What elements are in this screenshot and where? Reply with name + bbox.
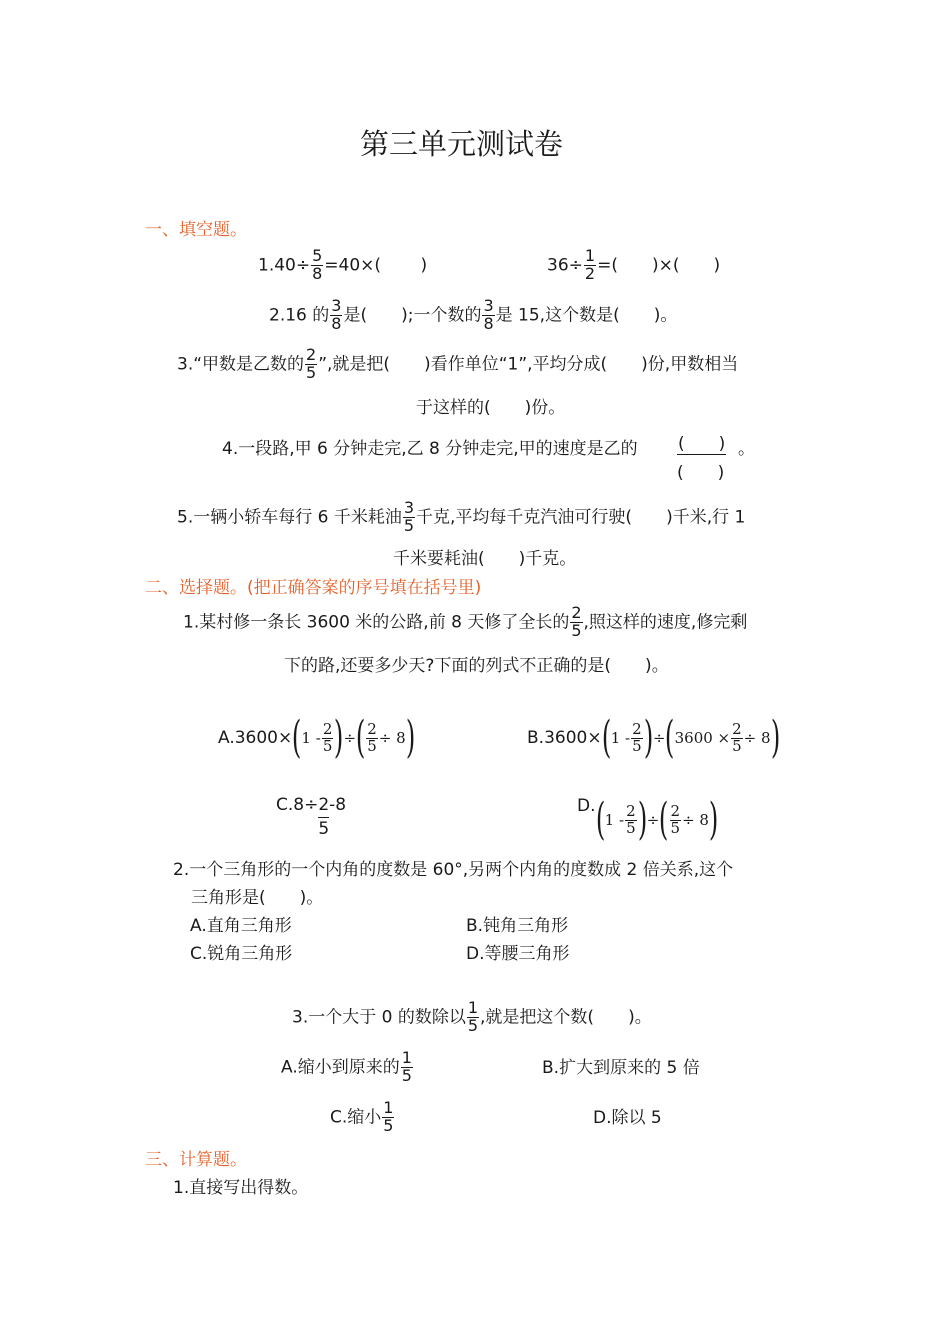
q2-option-d[interactable]: D.等腰三角形 <box>466 944 570 964</box>
section-heading-choice: 二、选择题。(把正确答案的序号填在括号里) <box>145 578 482 598</box>
expr-div8: ÷ 8 <box>378 728 406 747</box>
fraction: $\frac{1}{5}$ <box>467 998 479 1035</box>
expr-div: ÷ <box>646 810 660 829</box>
q1a-text-pre: 1.40÷ <box>258 255 311 276</box>
q3-option-a-label: A.缩小到原来的 <box>281 1057 400 1078</box>
left-paren: ( <box>665 712 675 763</box>
expr-div: ÷ <box>652 728 666 747</box>
fraction: $\frac{2}{5}$ <box>571 603 582 640</box>
right-paren: ) <box>770 712 780 763</box>
fill-question-1b <box>547 248 720 283</box>
option-c[interactable] <box>276 797 346 838</box>
fill-question-5-line2: 千米要耗油( )千克。 <box>393 549 577 569</box>
page-title: 第三单元测试卷 <box>360 127 564 161</box>
q3-option-d[interactable]: D.除以 5 <box>593 1108 662 1128</box>
left-paren: ( <box>595 794 605 845</box>
right-paren: ) <box>334 712 344 763</box>
q2-option-c[interactable]: C.锐角三角形 <box>190 944 293 964</box>
option-d[interactable] <box>577 794 719 845</box>
calc-question-1: 1.直接写出得数。 <box>173 1178 309 1198</box>
q4-text-pre: 4.一段路,甲 6 分钟走完,乙 8 分钟走完,甲的速度是乙的 <box>222 439 638 459</box>
left-paren: ( <box>601 712 611 763</box>
q4-blank-numerator: ( ) <box>678 434 726 454</box>
fraction: $\frac{1}{5}$ <box>383 1098 394 1135</box>
choice-question-3 <box>292 1000 652 1035</box>
option-a[interactable] <box>218 712 416 763</box>
fraction: $\frac{2}{5}$ <box>322 719 333 755</box>
q3-option-c-label: C.缩小 <box>330 1107 382 1128</box>
fill-question-3-line2: 于这样的( )份。 <box>416 398 566 418</box>
choice-question-1 <box>183 605 747 640</box>
fraction: $\frac{2}{5}$ <box>632 719 642 755</box>
fraction: $\frac{3}{8}$ <box>331 296 342 333</box>
right-paren: ) <box>643 712 653 763</box>
expr-one: 1 - <box>301 728 321 747</box>
q3-text-pre: 3.“甲数是乙数的 <box>177 354 305 375</box>
expr-one: 1 - <box>604 810 625 829</box>
fill-question-4 <box>222 441 638 458</box>
right-paren: ) <box>637 794 647 845</box>
q3-option-b[interactable]: B.扩大到原来的 5 倍 <box>542 1058 700 1078</box>
q2-option-b[interactable]: B.钝角三角形 <box>466 916 569 936</box>
option-c-fraction: $\frac{2}{5}$ <box>318 795 330 839</box>
choice-question-1-line2: 下的路,还要多少天?下面的列式不正确的是( )。 <box>284 656 669 676</box>
fill-question-5 <box>177 500 745 535</box>
option-a-label: A.3600× <box>218 727 293 748</box>
option-c-label: C.8÷ <box>276 795 319 815</box>
choice-question-2-line2: 三角形是( )。 <box>191 888 324 908</box>
section-heading-fill: 一、填空题。 <box>145 220 247 240</box>
fraction: $\frac{3}{8}$ <box>483 296 494 333</box>
cq1-text-post: ,照这样的速度,修完剩 <box>583 612 748 633</box>
q2-text-post: 是 15,这个数是( )。 <box>495 305 678 326</box>
expr-one: 1 - <box>610 728 631 747</box>
expr-div8: ÷ 8 <box>682 810 709 829</box>
cq1-text-pre: 1.某村修一条长 3600 米的公路,前 8 天修了全长的 <box>183 612 570 633</box>
q1a-text-post: =40×( ) <box>324 255 428 276</box>
fraction: $\frac{2}{5}$ <box>367 719 377 755</box>
fraction: $\frac{3}{5}$ <box>403 498 415 535</box>
fraction: $\frac{2}{5}$ <box>732 719 742 755</box>
fill-question-3 <box>177 347 738 382</box>
right-paren: ) <box>708 794 719 845</box>
expr-3600: 3600 × <box>674 728 731 747</box>
q3-text-post: ”,就是把( )看作单位“1”,平均分成( )份,甲数相当 <box>318 354 739 375</box>
expr-div: ÷ <box>343 728 357 747</box>
fraction: $\frac{5}{8}$ <box>312 246 323 283</box>
left-paren: ( <box>659 794 669 845</box>
fraction: $\frac{2}{5}$ <box>670 801 681 837</box>
fill-question-1a <box>258 248 427 283</box>
choice-question-2: 2.一个三角形的一个内角的度数是 60°,另两个内角的度数成 2 倍关系,这个 <box>173 860 734 880</box>
left-paren: ( <box>292 712 302 763</box>
fraction: $\frac{1}{5}$ <box>401 1048 412 1085</box>
option-b[interactable] <box>527 712 780 763</box>
option-d-label: D. <box>577 796 596 816</box>
q4-blank-fraction <box>677 436 726 482</box>
cq3-text-post: ,就是把这个数( )。 <box>480 1007 652 1028</box>
q2-text-pre: 2.16 的 <box>269 305 330 326</box>
left-paren: ( <box>355 712 366 763</box>
q5-text-post: 千克,平均每千克汽油可行驶( )千米,行 1 <box>416 507 746 528</box>
cq3-text-pre: 3.一个大于 0 的数除以 <box>292 1007 466 1028</box>
q3-option-a[interactable] <box>281 1050 414 1085</box>
option-b-label: B.3600× <box>527 727 602 748</box>
q1b-text-pre: 36÷ <box>547 255 583 276</box>
section-heading-calc: 三、计算题。 <box>145 1150 247 1170</box>
q1b-text-post: =( )×( ) <box>597 255 721 276</box>
fraction: $\frac{1}{2}$ <box>584 246 596 283</box>
fraction: $\frac{2}{5}$ <box>626 801 636 837</box>
option-c-post: -8 <box>329 795 347 815</box>
q2-text-mid: 是( );一个数的 <box>343 305 482 326</box>
fill-question-2 <box>269 298 677 333</box>
expr-div8: ÷ 8 <box>743 728 771 747</box>
q3-option-c[interactable] <box>330 1100 395 1135</box>
right-paren: ) <box>405 712 416 763</box>
q5-text-pre: 5.一辆小轿车每行 6 千米耗油 <box>177 507 402 528</box>
q4-text-post: 。 <box>738 439 755 459</box>
q2-option-a[interactable]: A.直角三角形 <box>190 916 292 936</box>
q4-blank-denominator: ( ) <box>677 463 725 483</box>
fraction: $\frac{2}{5}$ <box>306 345 317 382</box>
